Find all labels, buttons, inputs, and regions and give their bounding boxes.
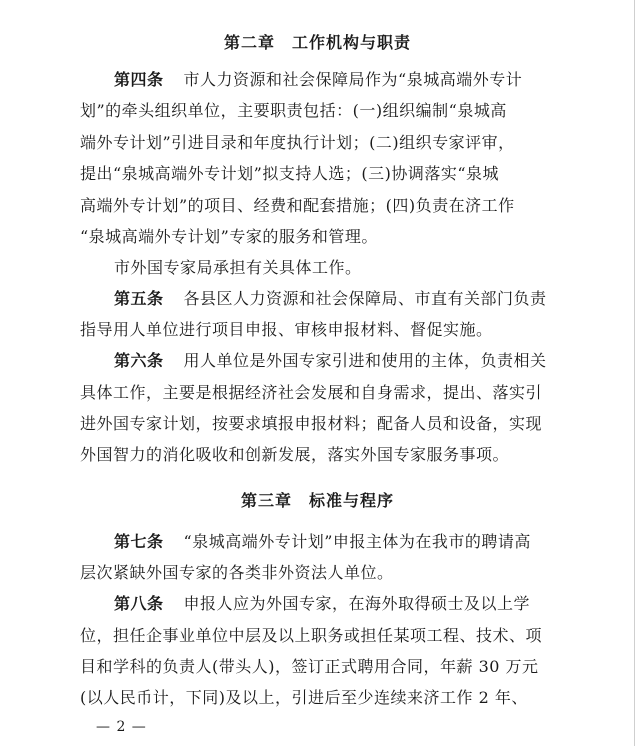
article-6-line-4: 外国智力的消化吸收和创新发展，落实外国专家服务事项。 xyxy=(80,445,510,464)
article-5-line-1 xyxy=(80,289,560,309)
article-4-line-4: 提出“泉城高端外专计划”拟支持人选；(三)协调落实“泉城 xyxy=(80,164,500,183)
article-4-line-1 xyxy=(80,70,560,90)
article-4-line-5: 高端外专计划”的项目、经费和配套措施；(四)负责在济工作 xyxy=(80,196,515,215)
article-7-text-1: “泉城高端外专计划”申报主体为在我市的聘请高 xyxy=(183,532,531,551)
article-6-line-1 xyxy=(80,351,560,371)
article-6-line-3: 进外国专家计划，按要求填报申报材料；配备人员和设备，实现 xyxy=(80,414,543,433)
article-4-extra-line: 市外国专家局承担有关具体工作。 xyxy=(114,258,362,277)
article-4-label: 第四条 xyxy=(114,70,164,89)
article-8-line-2: 位，担任企事业单位中层及以上职务或担任某项工程、技术、项 xyxy=(80,626,543,645)
article-6-label: 第六条 xyxy=(114,351,164,370)
chapter-3-heading: 第三章 标准与程序 xyxy=(240,491,394,510)
page-number: — 2 — xyxy=(96,719,147,735)
article-8-line-3: 目和学科的负责人(带头人)，签订正式聘用合同，年薪 30 万元 xyxy=(80,657,539,676)
article-7-line-1 xyxy=(80,532,560,552)
article-7-label: 第七条 xyxy=(114,532,164,551)
article-6-text-1: 用人单位是外国专家引进和使用的主体，负责相关 xyxy=(183,351,547,370)
article-4-line-2: 划”的牵头组织单位，主要职责包括：(一)组织编制“泉城高 xyxy=(80,101,507,120)
article-6-line-2: 具体工作，主要是根据经济社会发展和自身需求，提出、落实引 xyxy=(80,383,543,402)
chapter-2-heading: 第二章 工作机构与职责 xyxy=(223,33,411,52)
article-4-line-3: 端外专计划”引进目录和年度执行计划；(二)组织专家评审， xyxy=(80,133,515,152)
article-7-line-2: 层次紧缺外国专家的各类非外资法人单位。 xyxy=(80,563,394,582)
article-4-line-6: “泉城高端外专计划”专家的服务和管理。 xyxy=(80,227,378,246)
article-8-line-1 xyxy=(80,594,560,614)
article-8-text-1: 申报人应为外国专家，在海外取得硕士及以上学 xyxy=(183,594,531,613)
article-4-text-1: 市人力资源和社会保障局作为“泉城高端外专计 xyxy=(183,70,523,89)
article-5-line-2: 指导用人单位进行项目申报、审核申报材料、督促实施。 xyxy=(80,320,493,339)
article-5-label: 第五条 xyxy=(114,289,164,308)
article-8-line-4: (以人民币计，下同)及以上，引进后至少连续来济工作 2 年、 xyxy=(80,688,528,707)
article-5-text-1: 各县区人力资源和社会保障局、市直有关部门负责 xyxy=(183,289,547,308)
article-8-label: 第八条 xyxy=(114,594,164,613)
